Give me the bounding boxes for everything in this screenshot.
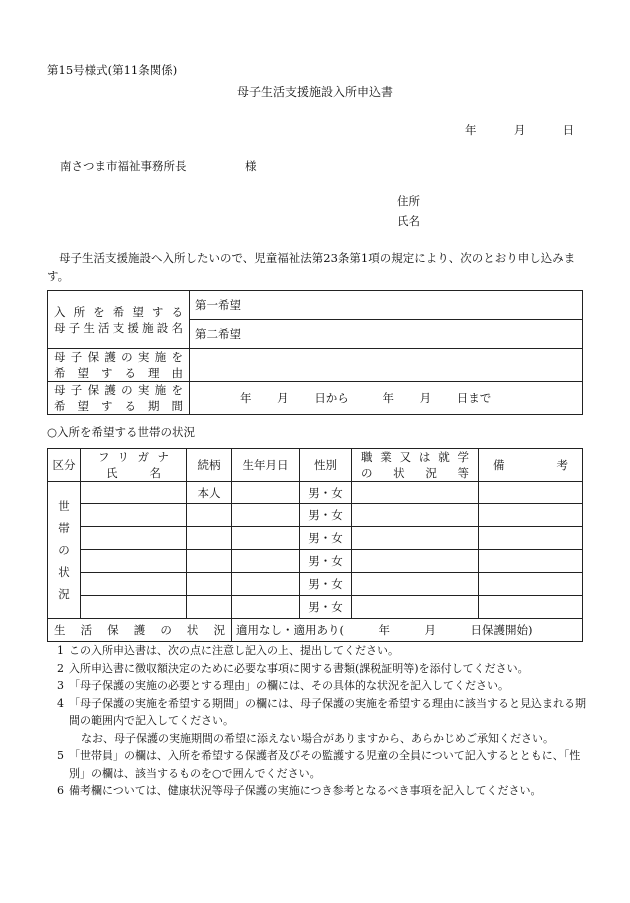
- household-section-title: ○入所を希望する世帯の状況: [47, 425, 196, 439]
- household-table: [47, 448, 583, 642]
- intro-paragraph: 母子生活支援施設へ入所したいので、児童福祉法第23条第1項の規定により、次のとおり申し込みます。: [47, 251, 576, 283]
- member-relation-field[interactable]: [187, 504, 232, 527]
- member-relation-field[interactable]: [187, 550, 232, 573]
- member-sex-field[interactable]: 男・女: [300, 482, 352, 504]
- member-relation-field[interactable]: [187, 573, 232, 596]
- note-item: 6 備考欄については、健康状況等母子保護の実施につき参考となるべき事項を記入してください。: [57, 784, 542, 797]
- welfare-status-field[interactable]: 適用なし・適用あり( 年 月 日保護開始): [232, 619, 583, 642]
- first-choice-field[interactable]: 第一希望: [190, 291, 583, 320]
- date-month-label: 月: [513, 123, 526, 137]
- member-sex-field[interactable]: 男・女: [300, 504, 352, 527]
- reason-field[interactable]: [190, 349, 583, 382]
- reason-label: 母子保護の実施を 希望する理由: [48, 349, 190, 382]
- member-sex-field[interactable]: 男・女: [300, 550, 352, 573]
- header-birthdate: 生年月日: [232, 449, 300, 482]
- second-choice-field[interactable]: 第二希望: [190, 320, 583, 349]
- note-item: 3 「母子保護の実施の必要とする理由」の欄には、その具体的な状況を記入してください。: [57, 679, 509, 692]
- note-item: 1 この入所申込書は、次の点に注意し記入の上、提出してください。: [57, 644, 399, 657]
- member-birthdate-field[interactable]: [232, 482, 300, 504]
- header-relation: 続柄: [187, 449, 232, 482]
- header-kubun: 区分: [48, 449, 81, 482]
- note-item: 4 「母子保護の実施を希望する期間」の欄には、母子保護の実施を希望する理由に該当すると見込まれる期間の範囲内で記入してください。: [57, 696, 586, 727]
- form-number: 第15号様式(第11条関係): [47, 63, 178, 77]
- member-relation-field[interactable]: [187, 596, 232, 619]
- honorific: 様: [245, 159, 257, 173]
- member-name-field[interactable]: [81, 596, 187, 619]
- name-label: 氏名: [397, 214, 420, 228]
- member-birthdate-field[interactable]: [232, 550, 300, 573]
- member-birthdate-field[interactable]: [232, 527, 300, 550]
- header-occupation: 職業又は就学 の状況等: [352, 449, 479, 482]
- date-year-label: 年: [465, 123, 477, 137]
- welfare-status-label: 生活保護の状況: [48, 619, 232, 642]
- member-name-field[interactable]: [81, 504, 187, 527]
- member-occupation-field[interactable]: [352, 482, 479, 504]
- address-label: 住所: [397, 194, 420, 208]
- member-remarks-field[interactable]: [479, 482, 583, 504]
- member-remarks-field[interactable]: [479, 527, 583, 550]
- document-title: 母子生活支援施設入所申込書: [236, 85, 393, 99]
- member-birthdate-field[interactable]: [232, 573, 300, 596]
- period-field[interactable]: 年 月 日から 年 月 日まで: [190, 382, 583, 415]
- member-name-field[interactable]: [81, 482, 187, 504]
- member-name-field[interactable]: [81, 550, 187, 573]
- period-label: 母子保護の実施を 希望する期間: [48, 382, 190, 415]
- note-item: 5 「世帯員」の欄は、入所を希望する保護者及びその監護する児童の全員について記入するとともに、「性別」の欄は、該当するものを○で囲んでください。: [57, 749, 581, 780]
- date-line: [465, 122, 574, 138]
- addressee: 南さつま市福祉事務所長: [60, 159, 187, 173]
- notes-list: [47, 642, 587, 800]
- member-birthdate-field[interactable]: [232, 504, 300, 527]
- member-remarks-field[interactable]: [479, 550, 583, 573]
- note-item: なお、母子保護の実施期間の希望に添えない場合がありますから、あらかじめご承知ください。: [81, 731, 554, 745]
- member-remarks-field[interactable]: [479, 596, 583, 619]
- member-occupation-field[interactable]: [352, 596, 479, 619]
- member-sex-field[interactable]: 男・女: [300, 527, 352, 550]
- member-occupation-field[interactable]: [352, 573, 479, 596]
- header-remarks: 備考: [479, 449, 583, 482]
- header-name: フリガナ 氏名: [81, 449, 187, 482]
- note-item: 2 入所申込書に徴収額決定のために必要な事項に関する書類(課税証明等)を添付してください。: [57, 661, 529, 675]
- facility-request-table: [47, 290, 583, 415]
- member-relation-field[interactable]: 本人: [187, 482, 232, 504]
- member-birthdate-field[interactable]: [232, 596, 300, 619]
- header-sex: 性別: [300, 449, 352, 482]
- member-relation-field[interactable]: [187, 527, 232, 550]
- date-day-label: 日: [562, 123, 575, 137]
- member-remarks-field[interactable]: [479, 504, 583, 527]
- member-name-field[interactable]: [81, 527, 187, 550]
- member-sex-field[interactable]: 男・女: [300, 596, 352, 619]
- member-occupation-field[interactable]: [352, 527, 479, 550]
- member-name-field[interactable]: [81, 573, 187, 596]
- member-occupation-field[interactable]: [352, 504, 479, 527]
- member-occupation-field[interactable]: [352, 550, 479, 573]
- desired-facility-label: 入所を希望する 母子生活支援施設名: [48, 291, 190, 349]
- household-side-label: 世 帯 の 状 況: [48, 482, 81, 619]
- member-sex-field[interactable]: 男・女: [300, 573, 352, 596]
- member-remarks-field[interactable]: [479, 573, 583, 596]
